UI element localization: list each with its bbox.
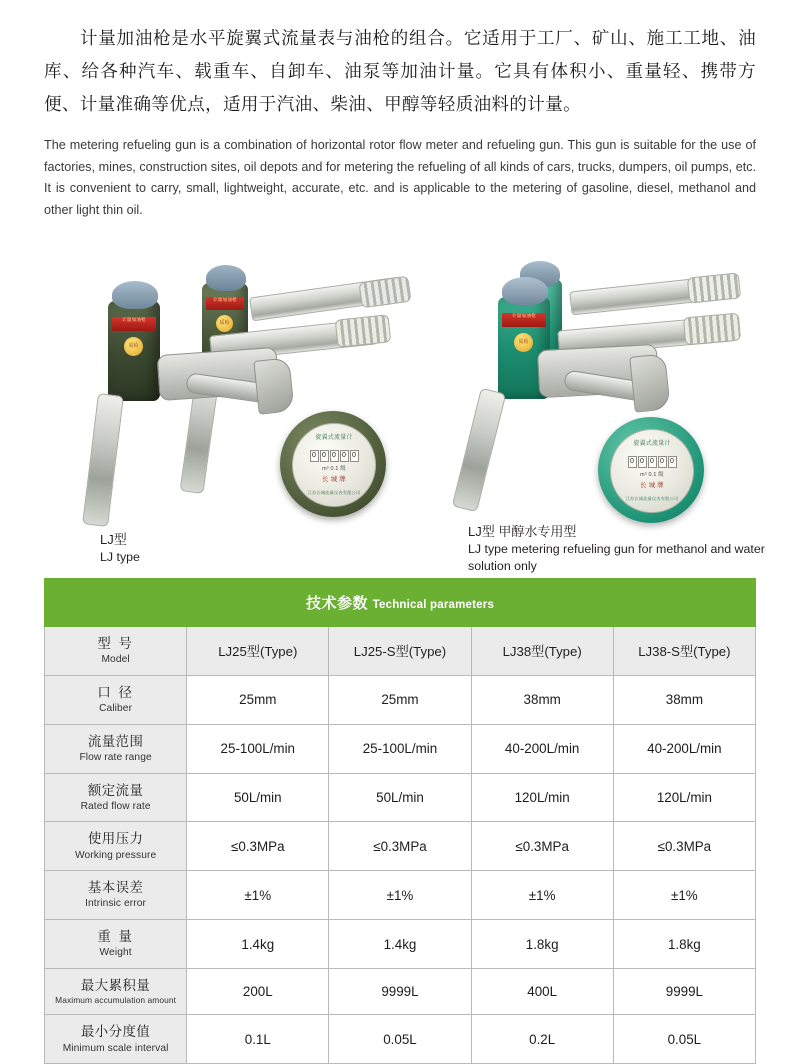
flow-meter-title: 旋翼式流量计 (315, 435, 353, 441)
methanol-flow-meter-digit: 0 (648, 456, 657, 468)
flow-meter-unit: m³ 0.1 级 (322, 466, 346, 472)
methanol-flow-meter-footer: 江苏长城流量仪表有限公司 (625, 496, 679, 501)
rear-meter-red-label (206, 297, 244, 310)
flow-meter-brand: 长 城 牌 (322, 476, 346, 483)
methanol-front-dial-cap (502, 277, 548, 305)
methanol-flow-meter-unit: m³ 0.1 级 (640, 472, 664, 478)
row-label-en: Model (101, 654, 130, 666)
row-label-cn: 口 径 (97, 684, 134, 700)
cell-rated-flow-3: 120L/min (471, 773, 613, 822)
row-label-cn: 使用压力 (87, 831, 144, 847)
caption-methanol-type-en: LJ type metering refueling gun for methanol and water solution only (468, 542, 765, 573)
cell-weight-4: 1.8kg (613, 920, 755, 969)
front-meter-red-label (112, 317, 156, 331)
row-label-en: Caliber (99, 702, 133, 714)
cell-min-scale-1: 0.1L (187, 1015, 329, 1064)
table-header-cn: 技术参数 (305, 595, 368, 612)
methanol-flow-meter-digit: 0 (628, 456, 637, 468)
cell-caliber-1: 25mm (187, 675, 329, 724)
methanol-flow-meter-brand: 长 城 牌 (640, 482, 664, 489)
cell-intrinsic-error-4: ±1% (613, 871, 755, 920)
flow-meter-digit: 0 (330, 450, 339, 462)
cell-model-1: LJ25型(Type) (187, 627, 329, 676)
rear-hose-ribs (358, 276, 411, 309)
row-label-cn: 型 号 (97, 636, 134, 651)
cell-flow-range-2: 25-100L/min (329, 724, 471, 773)
cell-working-pressure-4: ≤0.3MPa (613, 822, 755, 871)
table-row (45, 675, 756, 724)
caption-methanol-type (468, 523, 768, 575)
table-row (45, 969, 756, 1015)
standalone-flow-meter-green (598, 417, 704, 523)
cell-flow-range-1: 25-100L/min (187, 724, 329, 773)
intro-paragraph-english: The metering refueling gun is a combination of horizontal rotor flow meter and refueling gun. This gun is suitable for the use of factories, mines, construction sites, oil depots and for metering the refueling of all kinds of cars, trucks, dumpers, oil pumps, etc. It is convenient to carry, small, lightweight, accurate, etc. and is applicable to the metering of gasoline, diesel, methanol and other light thin oil. (44, 138, 756, 217)
front-gun-nozzle (82, 393, 124, 527)
flow-meter-digit: 0 (320, 450, 329, 462)
row-label-en: Working pressure (74, 849, 157, 861)
table-header-cell (45, 579, 756, 627)
row-label-en: Weight (99, 947, 132, 959)
cell-working-pressure-3: ≤0.3MPa (471, 822, 613, 871)
product-image-lj-methanol-type (440, 239, 770, 573)
cell-model-4: LJ38-S型(Type) (613, 627, 755, 676)
row-label-max-accumulation (45, 969, 187, 1015)
row-label-cn: 最大累积量 (80, 978, 151, 994)
row-label-cn: 额定流量 (87, 782, 144, 798)
standalone-flow-meter-dark (280, 411, 386, 517)
cell-max-accumulation-3: 400L (471, 969, 613, 1015)
flow-meter-digit-row (293, 450, 375, 462)
front-hose-ribs (335, 314, 392, 347)
row-label-cn: 重 量 (97, 929, 134, 945)
cell-weight-1: 1.4kg (187, 920, 329, 969)
cell-flow-range-3: 40-200L/min (471, 724, 613, 773)
product-image-lj-type (60, 239, 440, 564)
flow-meter-digit: 0 (340, 450, 349, 462)
cell-caliber-4: 38mm (613, 675, 755, 724)
methanol-front-hose-ribs (683, 313, 741, 346)
row-label-cn: 流量范围 (87, 733, 144, 749)
cell-model-2: LJ25-S型(Type) (329, 627, 471, 676)
methanol-flow-meter-digit: 0 (658, 456, 667, 468)
technical-parameters-table-wrapper (44, 578, 756, 1064)
methanol-flow-meter-title: 旋翼式流量计 (633, 441, 671, 447)
front-meter-dial-cap (112, 281, 158, 309)
methanol-red-label (502, 313, 546, 327)
front-meter-badge (124, 337, 143, 356)
caption-lj-type-cn: LJ型 (100, 532, 127, 547)
cell-rated-flow-1: 50L/min (187, 773, 329, 822)
trigger-hook (253, 357, 294, 414)
methanol-rear-hose-ribs (687, 272, 741, 303)
row-label-cn: 最小分度值 (80, 1024, 151, 1040)
flow-meter-footer: 江苏长城流量仪表有限公司 (307, 490, 361, 495)
methanol-flow-meter-digit: 0 (638, 456, 647, 468)
row-label-intrinsic-error (45, 871, 187, 920)
row-label-caliber (45, 675, 187, 724)
cell-intrinsic-error-1: ±1% (187, 871, 329, 920)
row-label-en: Maximum accumulation amount (55, 995, 177, 1006)
cell-weight-3: 1.8kg (471, 920, 613, 969)
cell-flow-range-4: 40-200L/min (613, 724, 755, 773)
rear-meter-label-text: 计量加油枪 (213, 297, 237, 302)
table-row (45, 920, 756, 969)
row-label-en: Flow rate range (79, 751, 152, 763)
methanol-flow-meter-digit-row (611, 456, 693, 468)
table-row (45, 871, 756, 920)
front-meter-label-text: 计量加油枪 (122, 317, 146, 322)
technical-parameters-table (44, 578, 756, 1064)
rear-meter-badge (216, 315, 233, 332)
methanol-badge-text: 质检 (518, 339, 529, 345)
cell-intrinsic-error-2: ±1% (329, 871, 471, 920)
methanol-flow-meter-dial-face (610, 429, 694, 513)
methanol-trigger-hook (629, 353, 671, 412)
methanol-flow-meter-digit: 0 (668, 456, 677, 468)
methanol-badge (514, 333, 533, 352)
cell-weight-2: 1.4kg (329, 920, 471, 969)
row-label-en: Intrinsic error (85, 898, 147, 910)
row-label-min-scale-interval (45, 1015, 187, 1064)
front-meter-badge-text: 质检 (128, 343, 139, 349)
cell-intrinsic-error-3: ±1% (471, 871, 613, 920)
table-row (45, 773, 756, 822)
intro-paragraph-chinese: 计量加油枪是水平旋翼式流量表与油枪的组合。它适用于工厂、矿山、施工工地、油库、给各种汽车、载重车、自卸车、油泵等加油计量。它具有体积小、重量轻、携带方便、计量准确等优点，适用于汽油、柴油、甲醇等轻质油料的计量。 (44, 28, 756, 114)
row-label-working-pressure (45, 822, 187, 871)
caption-lj-type-en: LJ type (100, 550, 140, 564)
flow-meter-digit: 0 (310, 450, 319, 462)
cell-caliber-3: 38mm (471, 675, 613, 724)
cell-rated-flow-2: 50L/min (329, 773, 471, 822)
cell-working-pressure-1: ≤0.3MPa (187, 822, 329, 871)
table-header-row (45, 579, 756, 627)
caption-lj-type (100, 531, 140, 566)
row-label-weight (45, 920, 187, 969)
cell-max-accumulation-4: 9999L (613, 969, 755, 1015)
cell-min-scale-3: 0.2L (471, 1015, 613, 1064)
row-label-cn: 基本误差 (87, 880, 144, 896)
table-row (45, 822, 756, 871)
table-row (45, 627, 756, 676)
flow-meter-digit: 0 (350, 450, 359, 462)
product-images-section (0, 239, 800, 579)
cell-max-accumulation-2: 9999L (329, 969, 471, 1015)
cell-caliber-2: 25mm (329, 675, 471, 724)
table-row (45, 1015, 756, 1064)
cell-min-scale-2: 0.05L (329, 1015, 471, 1064)
cell-max-accumulation-1: 200L (187, 969, 329, 1015)
table-row (45, 724, 756, 773)
row-label-flow-rate-range (45, 724, 187, 773)
cell-min-scale-4: 0.05L (613, 1015, 755, 1064)
row-label-en: Minimum scale interval (62, 1042, 169, 1054)
table-header-en: Technical parameters (372, 599, 495, 611)
row-label-model (45, 627, 187, 676)
cell-model-3: LJ38型(Type) (471, 627, 613, 676)
caption-methanol-type-cn: LJ型 甲醇水专用型 (468, 524, 577, 539)
row-label-en: Rated flow rate (80, 800, 151, 812)
cell-working-pressure-2: ≤0.3MPa (329, 822, 471, 871)
cell-rated-flow-4: 120L/min (613, 773, 755, 822)
row-label-rated-flow-rate (45, 773, 187, 822)
rear-meter-dial-cap (206, 265, 246, 291)
methanol-label-text: 计量加油枪 (512, 313, 536, 318)
rear-meter-badge-text: 质检 (219, 320, 230, 326)
methanol-gun-nozzle (452, 388, 507, 513)
flow-meter-dial-face (292, 423, 376, 507)
